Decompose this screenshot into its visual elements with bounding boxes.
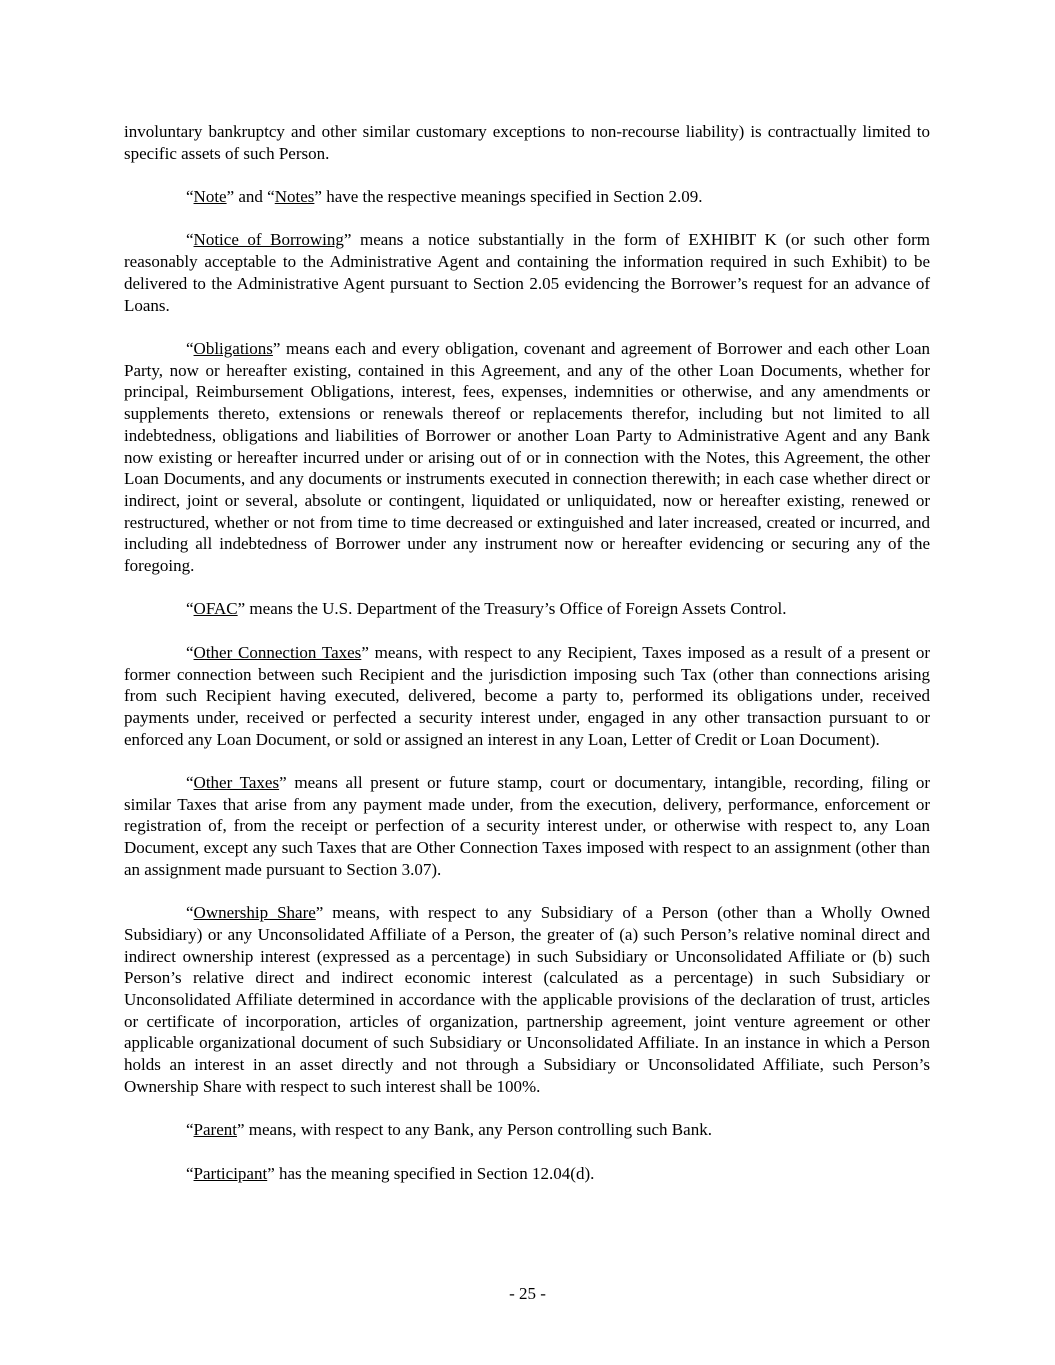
- text-run: ” means all present or future stamp, court or documentary, intangible, recording, filing or similar Taxes that arise from any payment made under, from the execution, delivery, performance, enforcement or registration of, from the receipt or perfection of a security interest under, or otherwise with respect to, any Loan Document, except any such Taxes that are Other Connection Taxes imposed with respect to an assignment (other than an assignment made pursuant to Section 3.07).: [124, 773, 930, 879]
- paragraph: [124, 642, 930, 751]
- text-run: ” means, with respect to any Subsidiary of a Person (other than a Wholly Owned Subsidiary) or any Unconsolidated Affiliate of a Person, the greater of (a) such Person’s relative nominal direct and indirect ownership interest (expressed as a percentage) in such Subsidiary or Unconsolidated Affiliate or (b) such Person’s relative direct and indirect economic interest (calculated as a percentage) in such Subsidiary or Unconsolidated Affiliate determined in accordance with the applicable provisions of the declaration of trust, articles or certificate of incorporation, articles of organization, partnership agreement, joint venture agreement or other applicable organizational document of such Subsidiary or Unconsolidated Affiliate. In an instance in which a Person holds an interest in an asset directly and not through a Subsidiary or Unconsolidated Affiliate, such Person’s Ownership Share with respect to such interest shall be 100%.: [124, 903, 930, 1096]
- defined-term: Other Taxes: [193, 773, 280, 792]
- document-paragraphs: [124, 121, 930, 1206]
- text-run: ” means, with respect to any Recipient, Taxes imposed as a result of a present or former connection between such Recipient and the jurisdiction imposing such Tax (other than connections arising from such Recipient having executed, delivered, become a party to, performed its obligations under, received payments under, received or perfected a security interest under, engaged in any other transaction pursuant to or enforced any Loan Document, or sold or assigned an interest in any Loan, Letter of Credit or Loan Document).: [124, 642, 930, 749]
- text-run: ” means a notice substantially in the form of EXHIBIT K (or such other form reasonably acceptable to the Administrative Agent and containing the information required in such Exhibit) to be delivered to the Administrative Agent pursuant to Section 2.05 evidencing the Borrower’s request for an advance of Loans.: [124, 230, 931, 315]
- paragraph: [124, 338, 930, 577]
- text-run: ” means, with respect to any Bank, any Person controlling such Bank.: [236, 1120, 712, 1140]
- text-run: “: [186, 903, 194, 923]
- text-run: “: [186, 642, 194, 662]
- defined-term: Participant: [193, 1163, 268, 1183]
- paragraph: [124, 229, 930, 316]
- page-number: - 25 -: [509, 1284, 546, 1304]
- text-run: “: [186, 1163, 194, 1183]
- text-run: ” and “: [226, 187, 275, 207]
- defined-term: OFAC: [193, 599, 238, 619]
- text-run: “: [186, 338, 194, 358]
- text-run: ” means each and every obligation, covenant and agreement of Borrower and each other Loan Party, now or hereafter existing, contained in this Agreement, and any of the other Loan Documents, whether for principal, Reimbursement Obligations, interest, fees, expenses, indemnities or otherwise, and any amendments or supplements thereto, extensions or renewals thereof or replacements therefor, including but not limited to all indebtedness, obligations and liabilities of Borrower or another Loan Party to Administrative Agent and any Bank now existing or hereafter incurred under or arising out of or in connection with the Notes, this Agreement, the other Loan Documents, and any documents or instruments executed in connection therewith; in each case whether direct or indirect, joint or several, absolute or contingent, liquidated or unliquidated, now or hereafter existing, renewed or restructured, whether or not from time to time decreased or extinguished and later increased, created or incurred, and including all indebtedness of Borrower under any instrument now or hereafter evidencing or securing any of the foregoing.: [124, 338, 930, 576]
- paragraph: [124, 121, 930, 164]
- defined-term: Parent: [193, 1120, 237, 1140]
- text-run: “: [186, 230, 194, 250]
- text-run: “: [186, 773, 194, 792]
- defined-term: Ownership Share: [193, 903, 316, 923]
- text-run: ” has the meaning specified in Section 12.04(d).: [267, 1163, 595, 1183]
- defined-term: Notes: [274, 187, 315, 207]
- paragraph: [124, 186, 930, 208]
- defined-term: Other Connection Taxes: [193, 642, 362, 662]
- paragraph: [124, 1163, 930, 1185]
- text-run: “: [186, 599, 194, 619]
- text-run: ” means the U.S. Department of the Treasury’s Office of Foreign Assets Control.: [237, 599, 787, 619]
- defined-term: Note: [193, 187, 227, 207]
- paragraph: [124, 902, 930, 1097]
- defined-term: Notice of Borrowing: [193, 230, 344, 250]
- paragraph: [124, 772, 930, 881]
- text-run: ” have the respective meanings specified in Section 2.09.: [314, 187, 703, 207]
- paragraph: [124, 598, 930, 620]
- text-run: involuntary bankruptcy and other similar customary exceptions to non-recourse liability) is contractually limited to specific assets of such Person.: [124, 122, 930, 163]
- paragraph: [124, 1119, 930, 1141]
- text-run: “: [186, 1120, 194, 1140]
- defined-term: Obligations: [193, 338, 273, 358]
- text-run: “: [186, 187, 194, 207]
